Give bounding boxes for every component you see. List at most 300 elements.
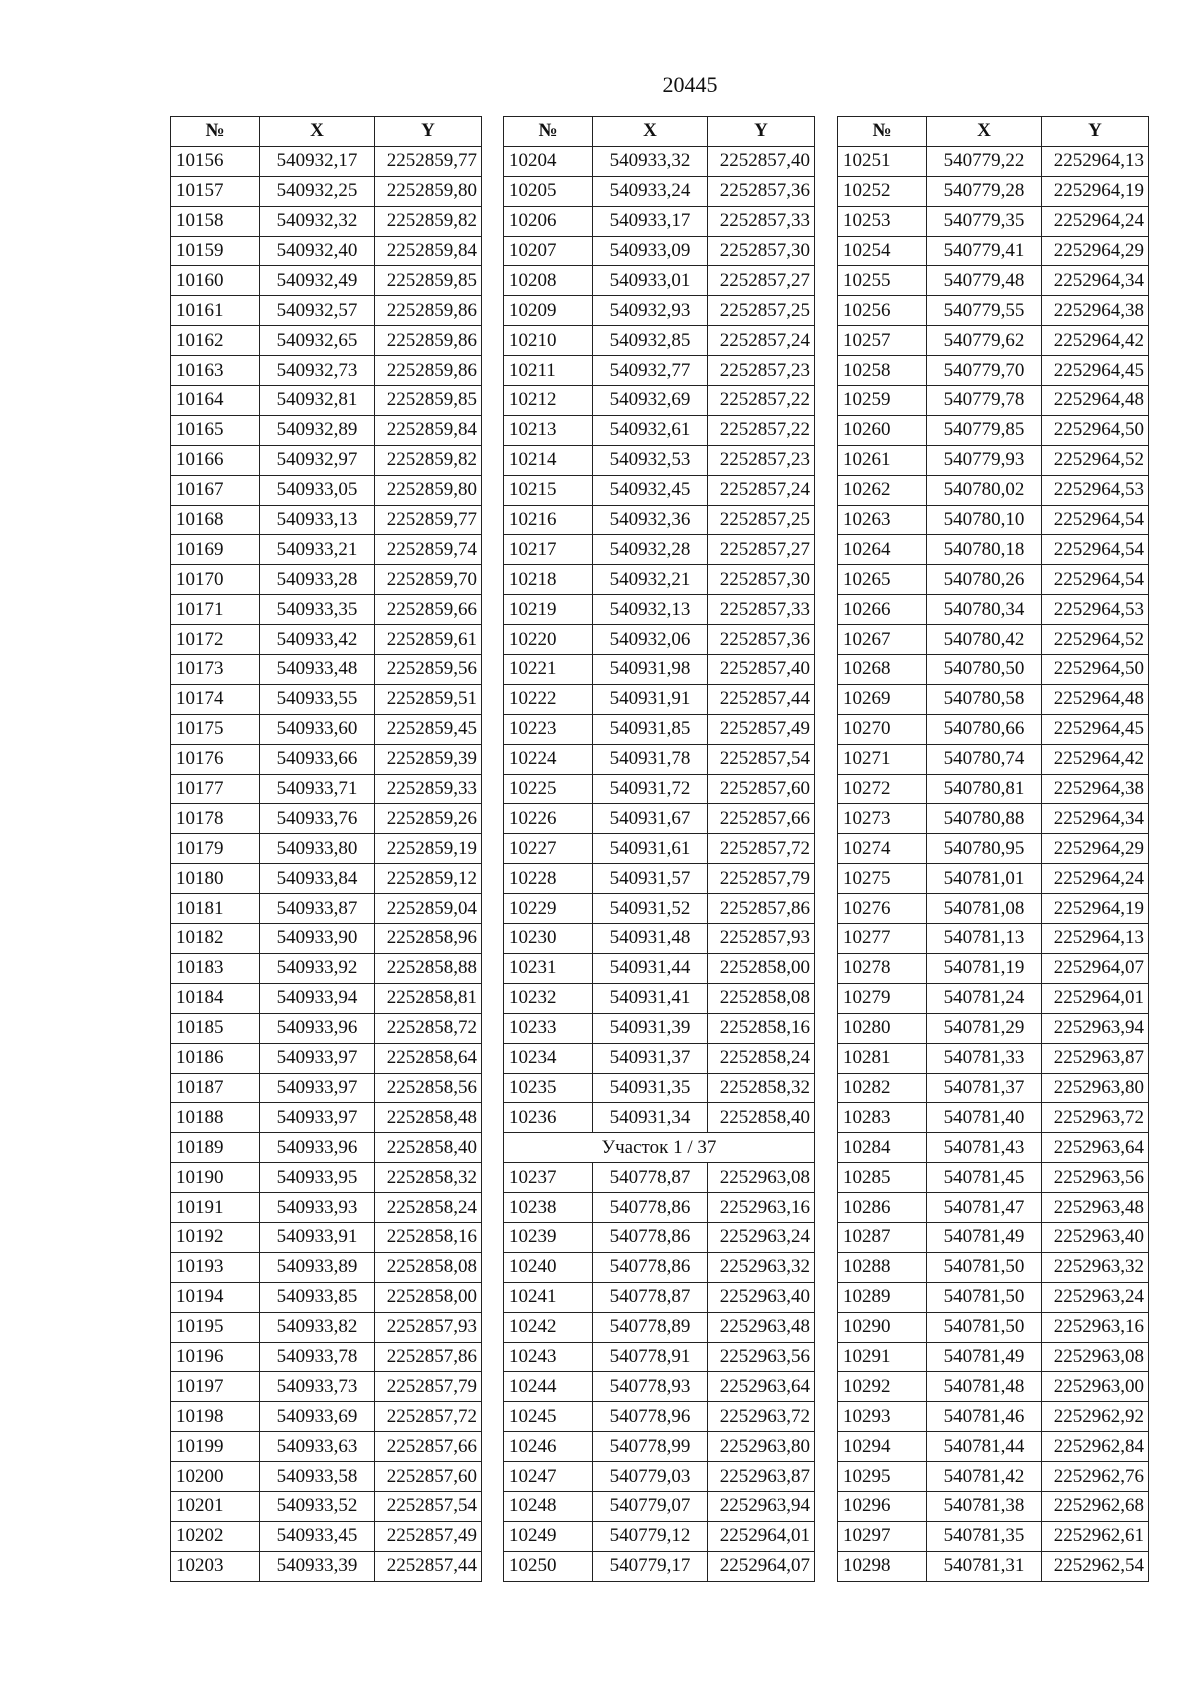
y-coordinate-cell: 2252963,32 <box>1042 1252 1149 1282</box>
table-row <box>504 1222 815 1252</box>
point-number-cell: 10267 <box>838 625 927 655</box>
table-row <box>171 834 482 864</box>
header-y: Y <box>1042 117 1149 147</box>
y-coordinate-cell: 2252964,19 <box>1042 894 1149 924</box>
y-coordinate-cell: 2252963,40 <box>708 1282 815 1312</box>
x-coordinate-cell: 540778,86 <box>593 1222 708 1252</box>
x-coordinate-cell: 540932,81 <box>260 386 375 416</box>
point-number-cell: 10236 <box>504 1103 593 1133</box>
table-row <box>838 924 1149 954</box>
point-number-cell: 10204 <box>504 146 593 176</box>
y-coordinate-cell: 2252964,42 <box>1042 326 1149 356</box>
point-number-cell: 10273 <box>838 804 927 834</box>
table-row <box>504 1402 815 1432</box>
point-number-cell: 10212 <box>504 386 593 416</box>
table-row <box>504 595 815 625</box>
y-coordinate-cell: 2252858,40 <box>708 1103 815 1133</box>
point-number-cell: 10227 <box>504 834 593 864</box>
x-coordinate-cell: 540781,43 <box>927 1133 1042 1163</box>
table-row <box>838 625 1149 655</box>
x-coordinate-cell: 540933,69 <box>260 1402 375 1432</box>
x-coordinate-cell: 540933,63 <box>260 1432 375 1462</box>
table-row <box>504 1043 815 1073</box>
table-row <box>838 146 1149 176</box>
y-coordinate-cell: 2252859,86 <box>375 296 482 326</box>
table-row <box>171 475 482 505</box>
x-coordinate-cell: 540933,91 <box>260 1222 375 1252</box>
y-coordinate-cell: 2252857,60 <box>708 774 815 804</box>
y-coordinate-cell: 2252963,16 <box>708 1193 815 1223</box>
x-coordinate-cell: 540933,28 <box>260 565 375 595</box>
y-coordinate-cell: 2252964,54 <box>1042 565 1149 595</box>
table-row <box>838 1013 1149 1043</box>
table-row <box>504 1193 815 1223</box>
point-number-cell: 10258 <box>838 356 927 386</box>
point-number-cell: 10245 <box>504 1402 593 1432</box>
table-row <box>171 595 482 625</box>
point-number-cell: 10191 <box>171 1193 260 1223</box>
y-coordinate-cell: 2252857,33 <box>708 206 815 236</box>
x-coordinate-cell: 540781,50 <box>927 1312 1042 1342</box>
table-row <box>171 1521 482 1551</box>
point-number-cell: 10269 <box>838 684 927 714</box>
table-row <box>838 684 1149 714</box>
point-number-cell: 10216 <box>504 505 593 535</box>
y-coordinate-cell: 2252963,16 <box>1042 1312 1149 1342</box>
x-coordinate-cell: 540780,58 <box>927 684 1042 714</box>
table-row <box>504 655 815 685</box>
y-coordinate-cell: 2252963,94 <box>708 1491 815 1521</box>
x-coordinate-cell: 540933,39 <box>260 1551 375 1581</box>
table-row <box>171 1073 482 1103</box>
x-coordinate-cell: 540778,89 <box>593 1312 708 1342</box>
table-row <box>504 983 815 1013</box>
y-coordinate-cell: 2252858,16 <box>708 1013 815 1043</box>
x-coordinate-cell: 540933,84 <box>260 864 375 894</box>
y-coordinate-cell: 2252964,52 <box>1042 625 1149 655</box>
point-number-cell: 10275 <box>838 864 927 894</box>
point-number-cell: 10215 <box>504 475 593 505</box>
x-coordinate-cell: 540933,45 <box>260 1521 375 1551</box>
x-coordinate-cell: 540932,77 <box>593 356 708 386</box>
table-row <box>504 834 815 864</box>
x-coordinate-cell: 540933,17 <box>593 206 708 236</box>
point-number-cell: 10190 <box>171 1163 260 1193</box>
x-coordinate-cell: 540933,90 <box>260 924 375 954</box>
table-row <box>838 475 1149 505</box>
point-number-cell: 10294 <box>838 1432 927 1462</box>
point-number-cell: 10231 <box>504 953 593 983</box>
y-coordinate-cell: 2252962,76 <box>1042 1462 1149 1492</box>
y-coordinate-cell: 2252857,23 <box>708 356 815 386</box>
point-number-cell: 10255 <box>838 266 927 296</box>
point-number-cell: 10297 <box>838 1521 927 1551</box>
x-coordinate-cell: 540932,61 <box>593 415 708 445</box>
x-coordinate-cell: 540781,31 <box>927 1551 1042 1581</box>
point-number-cell: 10239 <box>504 1222 593 1252</box>
point-number-cell: 10208 <box>504 266 593 296</box>
table-row <box>838 1372 1149 1402</box>
header-x: X <box>260 117 375 147</box>
table-row <box>504 1462 815 1492</box>
point-number-cell: 10176 <box>171 744 260 774</box>
table-row <box>171 1551 482 1581</box>
point-number-cell: 10156 <box>171 146 260 176</box>
point-number-cell: 10185 <box>171 1013 260 1043</box>
point-number-cell: 10160 <box>171 266 260 296</box>
x-coordinate-cell: 540779,22 <box>927 146 1042 176</box>
point-number-cell: 10165 <box>171 415 260 445</box>
y-coordinate-cell: 2252858,81 <box>375 983 482 1013</box>
table-row <box>838 1491 1149 1521</box>
x-coordinate-cell: 540933,76 <box>260 804 375 834</box>
point-number-cell: 10280 <box>838 1013 927 1043</box>
table-row <box>838 1312 1149 1342</box>
table-row <box>171 625 482 655</box>
y-coordinate-cell: 2252963,08 <box>1042 1342 1149 1372</box>
table-row <box>504 774 815 804</box>
x-coordinate-cell: 540932,57 <box>260 296 375 326</box>
x-coordinate-cell: 540932,69 <box>593 386 708 416</box>
x-coordinate-cell: 540779,07 <box>593 1491 708 1521</box>
table-row <box>504 1312 815 1342</box>
y-coordinate-cell: 2252858,08 <box>375 1252 482 1282</box>
point-number-cell: 10291 <box>838 1342 927 1372</box>
y-coordinate-cell: 2252857,30 <box>708 565 815 595</box>
table-row <box>171 1222 482 1252</box>
y-coordinate-cell: 2252858,56 <box>375 1073 482 1103</box>
table-row <box>838 356 1149 386</box>
point-number-cell: 10189 <box>171 1133 260 1163</box>
point-number-cell: 10174 <box>171 684 260 714</box>
point-number-cell: 10228 <box>504 864 593 894</box>
table-row <box>504 296 815 326</box>
x-coordinate-cell: 540779,93 <box>927 445 1042 475</box>
section-label: Участок 1 / 37 <box>504 1133 815 1163</box>
x-coordinate-cell: 540933,60 <box>260 714 375 744</box>
table-row <box>171 1043 482 1073</box>
x-coordinate-cell: 540933,35 <box>260 595 375 625</box>
table-header-row <box>838 117 1149 147</box>
table-row <box>171 565 482 595</box>
point-number-cell: 10214 <box>504 445 593 475</box>
x-coordinate-cell: 540932,13 <box>593 595 708 625</box>
point-number-cell: 10253 <box>838 206 927 236</box>
point-number-cell: 10261 <box>838 445 927 475</box>
y-coordinate-cell: 2252859,80 <box>375 176 482 206</box>
point-number-cell: 10283 <box>838 1103 927 1133</box>
x-coordinate-cell: 540932,21 <box>593 565 708 595</box>
x-coordinate-cell: 540933,96 <box>260 1013 375 1043</box>
coordinates-table-2 <box>503 116 815 1582</box>
x-coordinate-cell: 540781,45 <box>927 1163 1042 1193</box>
y-coordinate-cell: 2252857,23 <box>708 445 815 475</box>
table-row <box>504 266 815 296</box>
y-coordinate-cell: 2252858,00 <box>708 953 815 983</box>
table-row <box>171 684 482 714</box>
table-row <box>838 176 1149 206</box>
x-coordinate-cell: 540781,44 <box>927 1432 1042 1462</box>
point-number-cell: 10197 <box>171 1372 260 1402</box>
x-coordinate-cell: 540932,45 <box>593 475 708 505</box>
x-coordinate-cell: 540779,55 <box>927 296 1042 326</box>
x-coordinate-cell: 540932,17 <box>260 146 375 176</box>
table-row <box>171 386 482 416</box>
x-coordinate-cell: 540780,81 <box>927 774 1042 804</box>
x-coordinate-cell: 540779,03 <box>593 1462 708 1492</box>
x-coordinate-cell: 540778,87 <box>593 1163 708 1193</box>
y-coordinate-cell: 2252857,33 <box>708 595 815 625</box>
point-number-cell: 10251 <box>838 146 927 176</box>
x-coordinate-cell: 540931,78 <box>593 744 708 774</box>
y-coordinate-cell: 2252963,87 <box>1042 1043 1149 1073</box>
table-row <box>504 146 815 176</box>
table-row <box>838 1073 1149 1103</box>
x-coordinate-cell: 540933,96 <box>260 1133 375 1163</box>
x-coordinate-cell: 540779,17 <box>593 1551 708 1581</box>
x-coordinate-cell: 540779,12 <box>593 1521 708 1551</box>
y-coordinate-cell: 2252858,48 <box>375 1103 482 1133</box>
x-coordinate-cell: 540933,09 <box>593 236 708 266</box>
point-number-cell: 10287 <box>838 1222 927 1252</box>
x-coordinate-cell: 540932,85 <box>593 326 708 356</box>
point-number-cell: 10257 <box>838 326 927 356</box>
table-row <box>838 1462 1149 1492</box>
table-row <box>838 744 1149 774</box>
table-row <box>838 834 1149 864</box>
point-number-cell: 10157 <box>171 176 260 206</box>
header-y: Y <box>375 117 482 147</box>
point-number-cell: 10254 <box>838 236 927 266</box>
x-coordinate-cell: 540781,49 <box>927 1342 1042 1372</box>
y-coordinate-cell: 2252859,39 <box>375 744 482 774</box>
table-row <box>838 1163 1149 1193</box>
x-coordinate-cell: 540781,29 <box>927 1013 1042 1043</box>
x-coordinate-cell: 540931,61 <box>593 834 708 864</box>
point-number-cell: 10271 <box>838 744 927 774</box>
x-coordinate-cell: 540778,93 <box>593 1372 708 1402</box>
x-coordinate-cell: 540932,93 <box>593 296 708 326</box>
x-coordinate-cell: 540781,24 <box>927 983 1042 1013</box>
point-number-cell: 10256 <box>838 296 927 326</box>
x-coordinate-cell: 540933,73 <box>260 1372 375 1402</box>
point-number-cell: 10161 <box>171 296 260 326</box>
x-coordinate-cell: 540779,35 <box>927 206 1042 236</box>
y-coordinate-cell: 2252964,07 <box>1042 953 1149 983</box>
x-coordinate-cell: 540781,35 <box>927 1521 1042 1551</box>
table-row <box>504 176 815 206</box>
point-number-cell: 10230 <box>504 924 593 954</box>
table-row <box>171 1462 482 1492</box>
y-coordinate-cell: 2252857,40 <box>708 146 815 176</box>
point-number-cell: 10298 <box>838 1551 927 1581</box>
table-row <box>838 1193 1149 1223</box>
table-row <box>504 1432 815 1462</box>
point-number-cell: 10169 <box>171 535 260 565</box>
table-row <box>838 1432 1149 1462</box>
y-coordinate-cell: 2252964,24 <box>1042 864 1149 894</box>
y-coordinate-cell: 2252857,49 <box>375 1521 482 1551</box>
y-coordinate-cell: 2252858,40 <box>375 1133 482 1163</box>
y-coordinate-cell: 2252858,72 <box>375 1013 482 1043</box>
x-coordinate-cell: 540933,78 <box>260 1342 375 1372</box>
table-row <box>504 1103 815 1133</box>
y-coordinate-cell: 2252963,64 <box>708 1372 815 1402</box>
x-coordinate-cell: 540933,94 <box>260 983 375 1013</box>
table-row <box>504 565 815 595</box>
y-coordinate-cell: 2252857,44 <box>375 1551 482 1581</box>
table-row <box>504 684 815 714</box>
table-row <box>504 804 815 834</box>
point-number-cell: 10159 <box>171 236 260 266</box>
table-row <box>171 296 482 326</box>
table-row <box>171 1372 482 1402</box>
table-row <box>838 1551 1149 1581</box>
y-coordinate-cell: 2252963,24 <box>708 1222 815 1252</box>
table-row <box>838 415 1149 445</box>
y-coordinate-cell: 2252857,72 <box>708 834 815 864</box>
x-coordinate-cell: 540933,97 <box>260 1073 375 1103</box>
y-coordinate-cell: 2252859,51 <box>375 684 482 714</box>
point-number-cell: 10166 <box>171 445 260 475</box>
x-coordinate-cell: 540932,49 <box>260 266 375 296</box>
table-row <box>171 176 482 206</box>
y-coordinate-cell: 2252858,32 <box>708 1073 815 1103</box>
table-row <box>171 655 482 685</box>
point-number-cell: 10281 <box>838 1043 927 1073</box>
y-coordinate-cell: 2252857,54 <box>708 744 815 774</box>
table-row <box>838 714 1149 744</box>
y-coordinate-cell: 2252963,32 <box>708 1252 815 1282</box>
point-number-cell: 10270 <box>838 714 927 744</box>
point-number-cell: 10285 <box>838 1163 927 1193</box>
point-number-cell: 10277 <box>838 924 927 954</box>
point-number-cell: 10246 <box>504 1432 593 1462</box>
table-row <box>838 236 1149 266</box>
y-coordinate-cell: 2252964,29 <box>1042 834 1149 864</box>
x-coordinate-cell: 540933,97 <box>260 1043 375 1073</box>
y-coordinate-cell: 2252963,72 <box>1042 1103 1149 1133</box>
point-number-cell: 10284 <box>838 1133 927 1163</box>
x-coordinate-cell: 540781,42 <box>927 1462 1042 1492</box>
table-row <box>504 864 815 894</box>
x-coordinate-cell: 540779,78 <box>927 386 1042 416</box>
table-row <box>171 356 482 386</box>
y-coordinate-cell: 2252857,86 <box>708 894 815 924</box>
y-coordinate-cell: 2252963,48 <box>708 1312 815 1342</box>
table-row <box>171 1402 482 1432</box>
point-number-cell: 10235 <box>504 1073 593 1103</box>
point-number-cell: 10158 <box>171 206 260 236</box>
x-coordinate-cell: 540932,53 <box>593 445 708 475</box>
x-coordinate-cell: 540780,42 <box>927 625 1042 655</box>
point-number-cell: 10206 <box>504 206 593 236</box>
y-coordinate-cell: 2252964,29 <box>1042 236 1149 266</box>
point-number-cell: 10276 <box>838 894 927 924</box>
x-coordinate-cell: 540931,48 <box>593 924 708 954</box>
x-coordinate-cell: 540781,50 <box>927 1282 1042 1312</box>
header-number: № <box>838 117 927 147</box>
table-header-row <box>171 117 482 147</box>
table-row <box>838 445 1149 475</box>
table-row <box>171 1193 482 1223</box>
y-coordinate-cell: 2252962,54 <box>1042 1551 1149 1581</box>
table-row <box>171 983 482 1013</box>
point-number-cell: 10262 <box>838 475 927 505</box>
table-row <box>504 326 815 356</box>
y-coordinate-cell: 2252858,16 <box>375 1222 482 1252</box>
x-coordinate-cell: 540780,02 <box>927 475 1042 505</box>
point-number-cell: 10179 <box>171 834 260 864</box>
header-number: № <box>504 117 593 147</box>
y-coordinate-cell: 2252857,86 <box>375 1342 482 1372</box>
point-number-cell: 10292 <box>838 1372 927 1402</box>
table-row <box>838 266 1149 296</box>
y-coordinate-cell: 2252857,60 <box>375 1462 482 1492</box>
table-row <box>504 1163 815 1193</box>
x-coordinate-cell: 540933,58 <box>260 1462 375 1492</box>
y-coordinate-cell: 2252858,96 <box>375 924 482 954</box>
point-number-cell: 10178 <box>171 804 260 834</box>
point-number-cell: 10225 <box>504 774 593 804</box>
x-coordinate-cell: 540932,32 <box>260 206 375 236</box>
y-coordinate-cell: 2252964,07 <box>708 1551 815 1581</box>
x-coordinate-cell: 540931,67 <box>593 804 708 834</box>
point-number-cell: 10219 <box>504 595 593 625</box>
y-coordinate-cell: 2252963,40 <box>1042 1222 1149 1252</box>
table-row <box>504 1521 815 1551</box>
table-row <box>171 206 482 236</box>
point-number-cell: 10188 <box>171 1103 260 1133</box>
header-y: Y <box>708 117 815 147</box>
table-row <box>504 206 815 236</box>
y-coordinate-cell: 2252964,52 <box>1042 445 1149 475</box>
x-coordinate-cell: 540933,89 <box>260 1252 375 1282</box>
x-coordinate-cell: 540933,82 <box>260 1312 375 1342</box>
x-coordinate-cell: 540781,19 <box>927 953 1042 983</box>
point-number-cell: 10266 <box>838 595 927 625</box>
table-row <box>504 1491 815 1521</box>
point-number-cell: 10234 <box>504 1043 593 1073</box>
table-row <box>838 1043 1149 1073</box>
y-coordinate-cell: 2252963,56 <box>708 1342 815 1372</box>
y-coordinate-cell: 2252963,48 <box>1042 1193 1149 1223</box>
table-row <box>838 535 1149 565</box>
y-coordinate-cell: 2252857,22 <box>708 386 815 416</box>
point-number-cell: 10272 <box>838 774 927 804</box>
point-number-cell: 10171 <box>171 595 260 625</box>
table-row <box>838 206 1149 236</box>
x-coordinate-cell: 540932,06 <box>593 625 708 655</box>
point-number-cell: 10162 <box>171 326 260 356</box>
y-coordinate-cell: 2252857,27 <box>708 535 815 565</box>
y-coordinate-cell: 2252963,94 <box>1042 1013 1149 1043</box>
section-row <box>504 1133 815 1163</box>
y-coordinate-cell: 2252964,38 <box>1042 774 1149 804</box>
table-row <box>171 1103 482 1133</box>
y-coordinate-cell: 2252857,66 <box>708 804 815 834</box>
table-row <box>504 1252 815 1282</box>
x-coordinate-cell: 540780,50 <box>927 655 1042 685</box>
header-x: X <box>593 117 708 147</box>
x-coordinate-cell: 540781,37 <box>927 1073 1042 1103</box>
y-coordinate-cell: 2252859,61 <box>375 625 482 655</box>
y-coordinate-cell: 2252857,44 <box>708 684 815 714</box>
table-row <box>838 804 1149 834</box>
point-number-cell: 10229 <box>504 894 593 924</box>
x-coordinate-cell: 540778,86 <box>593 1193 708 1223</box>
table-row <box>171 445 482 475</box>
